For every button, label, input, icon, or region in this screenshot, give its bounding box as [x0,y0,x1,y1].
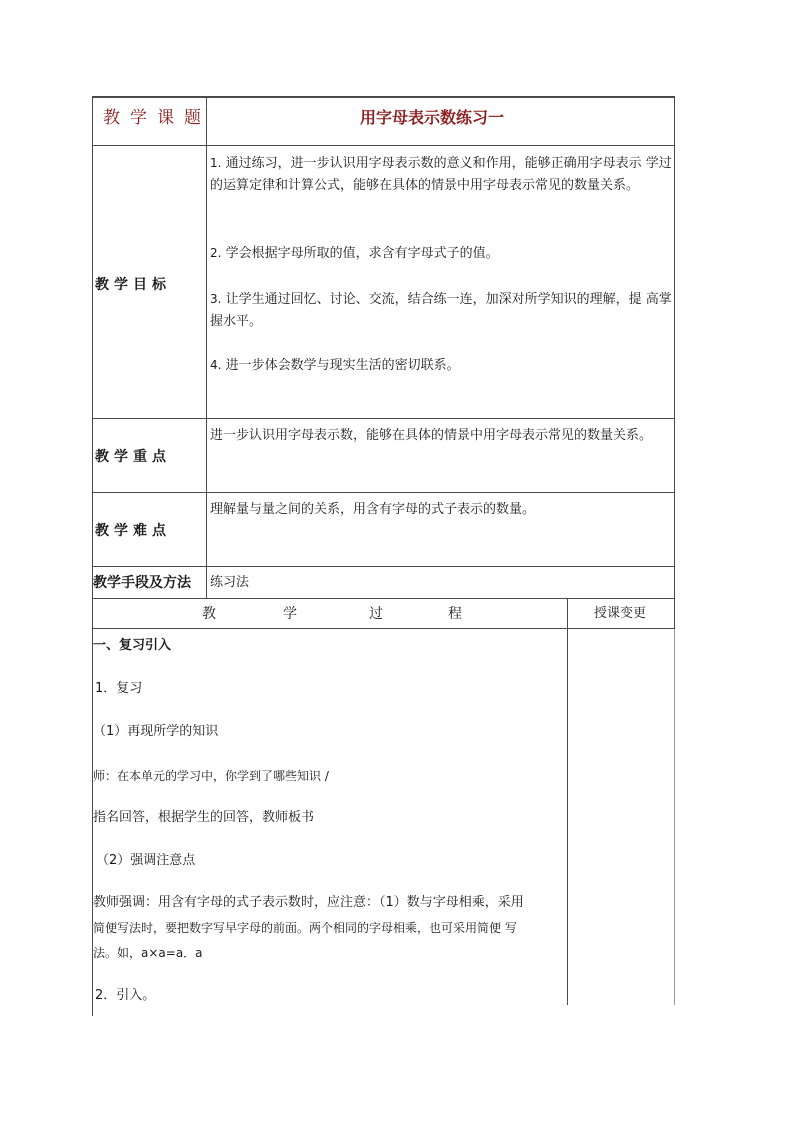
difficulties-text: 理解量与量之间的关系，用含有字母的式子表示的数量。 [210,502,536,517]
objective-item-4 [210,354,676,377]
step-heading: 2．引入。 [95,988,156,1003]
objective-text: 进一步体会数学与现实生活的密切联系。 [225,358,460,373]
methods-label: 教学手段及方法 [93,575,191,591]
objective-item-2 [210,242,676,265]
lesson-title: 用字母表示数练习一 [360,108,505,127]
table-border-left [92,96,93,1016]
table-rule [92,598,675,599]
table-column-divider [206,96,207,598]
table-border-top [92,96,675,98]
changes-label: 授课变更 [594,606,647,621]
objective-number: 1. [210,156,222,170]
step-heading: 1．复习 [95,681,143,696]
process-header-char: 学 [283,606,297,622]
objective-number: 2. [210,246,222,260]
sub-heading: （1）再现所学的知识 [93,724,219,739]
answer-text: 指名回答，根据学生的回答，教师板书 [93,810,315,825]
objective-text: 学会根据字母所取的值，求含有字母式子的值。 [225,246,499,261]
methods-text: 练习法 [210,575,250,590]
table-rule [92,492,675,493]
objective-item-1 [210,152,676,197]
objectives-label: 教学目标 [95,277,171,293]
table-rule [92,628,675,629]
table-rule [92,418,675,419]
process-header-char: 过 [369,606,383,622]
key-points-label: 教学重点 [95,449,171,465]
emphasis-text: 法。如，a×a=a．a [93,946,203,960]
teacher-question: 师：在本单元的学习中，你学到了哪些知识 / [93,769,329,783]
table-border-right-lower [674,629,675,1005]
emphasis-text: 简便写法时，要把数字写早字母的前面。两个相同的字母相乘，也可采用简便 写 [93,921,517,935]
table-rule [92,145,675,146]
emphasis-text: 教师强调：用含有字母的式子表示数时，应注意：（1）数与字母相乘，采用 [93,895,524,910]
objective-number: 4. [210,358,222,372]
objective-number: 3. [210,292,222,306]
process-header-char: 程 [448,606,462,622]
key-points-text: 进一步认识用字母表示数，能够在具体的情景中用字母表示常见的数量关系。 [210,428,653,443]
objective-item-3 [210,288,676,333]
topic-label: 教学课题 [103,108,211,128]
process-header-char: 教 [202,606,216,622]
difficulties-label: 教学难点 [95,523,171,539]
section-heading: 一、复习引入 [93,638,172,653]
sub-heading: （2）强调注意点 [96,853,196,868]
changes-column-divider [567,598,568,1005]
objective-text: 通过练习，进一步认识用字母表示数的意义和作用，能够正确用字母表示 学过的运算定律和计算公式，能够在具体的情景中用字母表示常见的数量关系。 [210,156,672,193]
table-rule [92,566,675,567]
objective-text: 让学生通过回忆、讨论、交流，结合练一连，加深对所学知识的理解，提 高掌握水平。 [210,292,672,329]
